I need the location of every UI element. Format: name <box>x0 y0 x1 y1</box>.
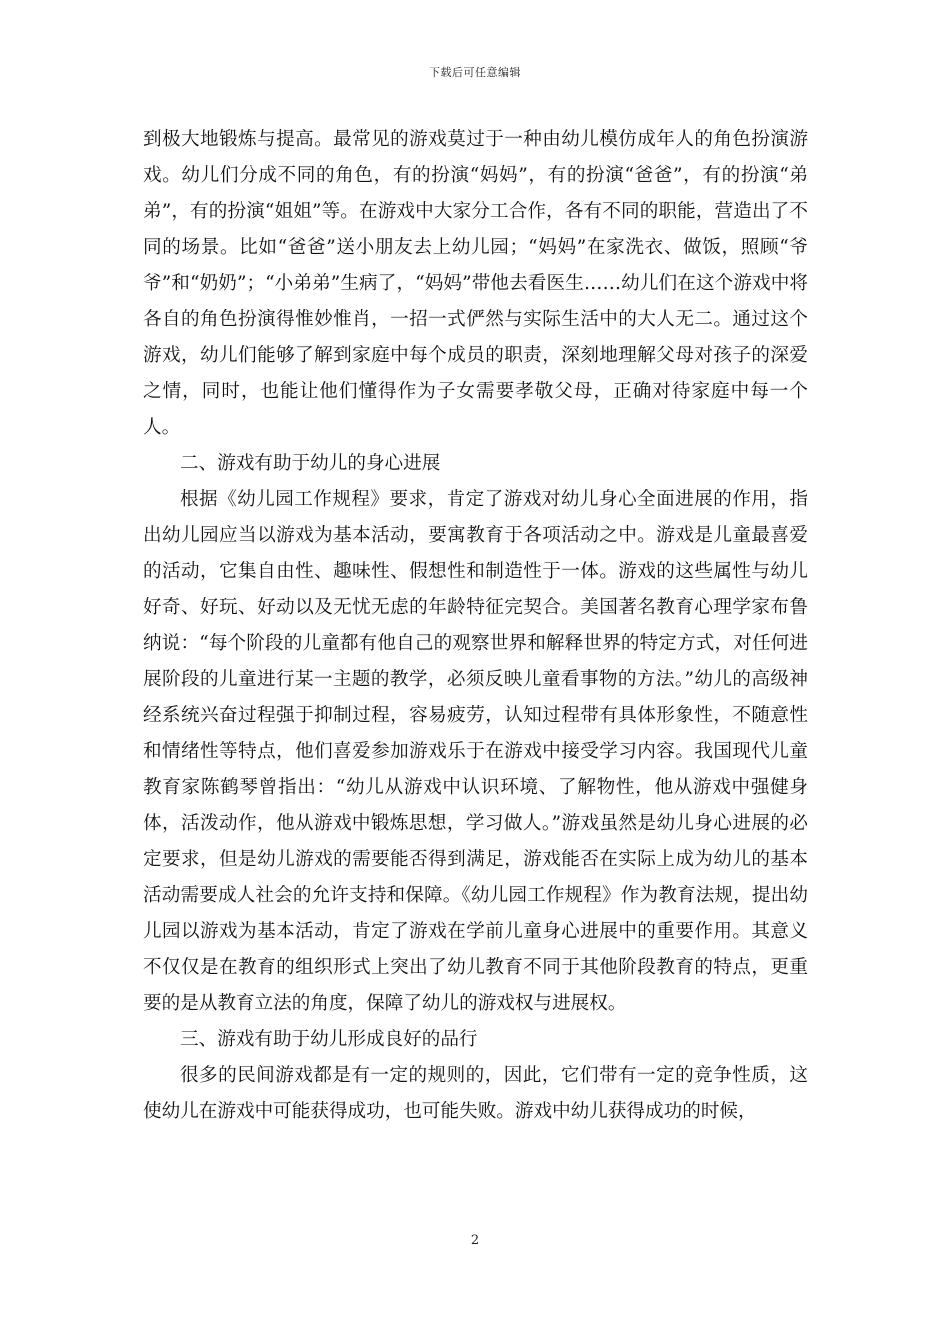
paragraph-1: 到极大地锻炼与提高。最常见的游戏莫过于一种由幼儿模仿成年人的角色扮演游戏。幼儿们分成不同的角色，有的扮演“妈妈”，有的扮演“爸爸”，有的扮演“弟弟”，有的扮演“姐姐”等。在游戏中大家分工合作，各有不同的职能，营造出了不同的场景。比如“爸爸”送小朋友去上幼儿园；“妈妈”在家洗衣、做饭，照顾“爷爷”和“奶奶”；“小弟弟”生病了，“妈妈”带他去看医生……幼儿们在这个游戏中将各自的角色扮演得惟妙惟肖，一招一式俨然与实际生活中的大人无二。通过这个游戏，幼儿们能够了解到家庭中每个成员的职责，深刻地理解父母对孩子的深爱之情，同时，也能让他们懂得作为子女需要孝敬父母，正确对待家庭中每一个人。 <box>143 129 808 438</box>
document-body <box>143 122 808 1130</box>
section-heading-2: 二、游戏有助于幼儿的身心进展 <box>180 453 441 474</box>
paragraph-2: 根据《幼儿园工作规程》要求，肯定了游戏对幼儿身心全面进展的作用，指出幼儿园应当以游戏为基本活动，要寓教育于各项活动之中。游戏是儿童最喜爱的活动，它集自由性、趣味性、假想性和制造性于一体。游戏的这些属性与幼儿好奇、好玩、好动以及无忧无虑的年龄特征完契合。美国著名教育心理学家布鲁纳说：“每个阶段的儿童都有他自己的观察世界和解释世界的特定方式，对任何进展阶段的儿童进行某一主题的教学，必须反映儿童看事物的方法。”幼儿的高级神经系统兴奋过程强于抑制过程，容易疲劳，认知过程带有具体形象性，不随意性和情绪性等特点，他们喜爱参加游戏乐于在游戏中接受学习内容。我国现代儿童教育家陈鹤琴曾指出：“幼儿从游戏中认识环境、了解物性，他从游戏中强健身体，活泼动作，他从游戏中锻炼思想，学习做人。”游戏虽然是幼儿身心进展的必定要求，但是幼儿游戏的需要能否得到满足，游戏能否在实际上成为幼儿的基本活动需要成人社会的允许支持和保障。《幼儿园工作规程》作为教育法规，提出幼儿园以游戏为基本活动，肯定了游戏在学前儿童身心进展中的重要作用。其意义不仅仅是在教育的组织形式上突出了幼儿教育不同于其他阶段教育的特点，更重要的是从教育立法的角度，保障了幼儿的游戏权与进展权。 <box>143 489 808 1014</box>
page-header: 下载后可任意编辑 <box>429 66 521 79</box>
section-heading-3: 三、游戏有助于幼儿形成良好的品行 <box>180 1029 478 1050</box>
paragraph-3: 很多的民间游戏都是有一定的规则的，因此，它们带有一定的竞争性质，这使幼儿在游戏中可能获得成功，也可能失败。游戏中幼儿获得成功的时候， <box>143 1065 808 1122</box>
page-number: 2 <box>470 1233 480 1248</box>
